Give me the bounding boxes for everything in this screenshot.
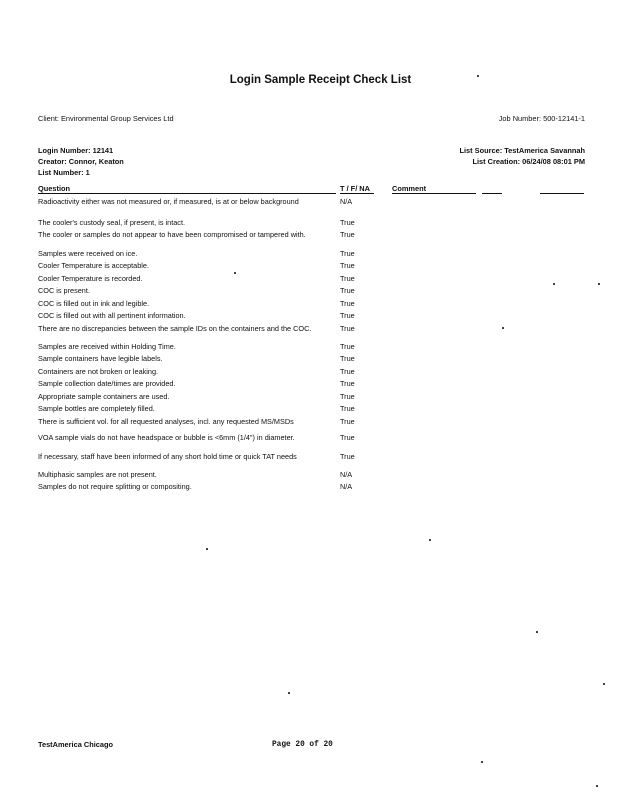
scan-speck: [234, 272, 236, 274]
table-row: [38, 287, 598, 300]
row-answer: N/A: [340, 482, 353, 491]
scan-speck: [429, 539, 431, 541]
row-question: Sample bottles are completely filled.: [38, 404, 155, 413]
row-question: The cooler or samples do not appear to have been compromised or tampered with.: [38, 230, 306, 239]
scan-speck: [603, 683, 605, 685]
row-answer: True: [340, 341, 355, 351]
table-row: [38, 355, 598, 368]
row-question: Containers are not broken or leaking.: [38, 366, 159, 376]
header-underline-tfna: [340, 193, 374, 194]
table-row: [38, 434, 598, 453]
row-question: The cooler's custody seal, if present, is intact.: [38, 218, 185, 227]
job-number: Job Number: 500-12141-1: [498, 114, 585, 123]
header-comment: Comment: [392, 184, 427, 193]
scan-speck: [481, 761, 483, 763]
row-question: COC is filled out in ink and legible.: [38, 298, 150, 308]
row-question: COC is present.: [38, 286, 90, 295]
row-answer: True: [340, 218, 355, 227]
row-question: If necessary, staff have been informed of any short hold time or quick TAT needs: [38, 451, 297, 461]
table-row: [38, 380, 598, 393]
row-answer: True: [340, 366, 355, 376]
row-question: Samples were received on ice.: [38, 249, 138, 258]
row-answer: N/A: [340, 469, 353, 479]
row-answer: True: [340, 391, 355, 401]
table-row: [38, 418, 598, 434]
row-answer: True: [340, 451, 355, 461]
footer-company: TestAmerica Chicago: [38, 740, 114, 749]
row-question: VOA sample vials do not have headspace or bubble is <6mm (1/4") in diameter.: [38, 432, 295, 442]
row-answer: True: [340, 432, 355, 442]
row-answer: True: [340, 404, 355, 413]
table-row: [38, 312, 598, 325]
row-question: There are no discrepancies between the sample IDs on the containers and the COC.: [38, 323, 312, 333]
scan-speck: [502, 327, 504, 329]
row-answer: N/A: [340, 197, 353, 206]
header-question: Question: [38, 184, 71, 193]
row-answer: True: [340, 230, 355, 239]
row-answer: True: [340, 354, 355, 363]
row-question: Radioactivity either was not measured or, if measured, is at or below background: [38, 197, 299, 206]
header-tfna: T / F/ NA: [340, 184, 370, 193]
row-question: Sample containers have legible labels.: [38, 354, 163, 363]
checklist-table: [38, 198, 598, 496]
row-question: Appropriate sample containers are used.: [38, 391, 170, 401]
row-question: Cooler Temperature is recorded.: [38, 273, 143, 283]
scan-speck: [553, 283, 555, 285]
header-underline-segment: [482, 193, 502, 194]
row-answer: True: [340, 311, 355, 320]
row-answer: True: [340, 286, 355, 295]
row-answer: True: [340, 273, 355, 283]
row-question: COC is filled out with all pertinent information.: [38, 311, 186, 320]
creator: Creator: Connor, Keaton: [38, 157, 124, 166]
row-answer: True: [340, 261, 355, 270]
table-row: [38, 275, 598, 288]
scan-speck: [596, 785, 598, 787]
scan-speck: [598, 283, 600, 285]
table-row: [38, 262, 598, 275]
row-answer: True: [340, 323, 355, 333]
row-question: Multiphasic samples are not present.: [38, 469, 157, 479]
page-title: Login Sample Receipt Check List: [229, 74, 412, 86]
table-row: [38, 483, 598, 496]
header-underline-question: [38, 193, 336, 194]
list-creation: List Creation: 06/24/08 08:01 PM: [472, 157, 585, 166]
table-row: [38, 231, 598, 250]
footer-page-number: Page 20 of 20: [272, 741, 333, 749]
table-row: [38, 325, 598, 343]
header-underline-comment: [392, 193, 476, 194]
row-answer: True: [340, 298, 355, 308]
row-question: Samples do not require splitting or compositing.: [38, 482, 192, 491]
client-name: Client: Environmental Group Services Ltd: [38, 114, 174, 123]
row-answer: True: [340, 379, 355, 388]
row-question: Cooler Temperature is acceptable.: [38, 261, 149, 270]
scan-speck: [477, 75, 479, 77]
row-question: Sample collection date/times are provided.: [38, 379, 176, 388]
scan-speck: [288, 692, 290, 694]
table-row: [38, 405, 598, 418]
row-question: Samples are received within Holding Time.: [38, 341, 176, 351]
row-answer: True: [340, 416, 355, 426]
list-number: List Number: 1: [38, 168, 90, 177]
header-underline-segment: [540, 193, 584, 194]
scan-speck: [536, 631, 538, 633]
row-question: There is sufficient vol. for all requested analyses, incl. any requested MS/MSDs: [38, 416, 294, 426]
scan-speck: [206, 548, 208, 550]
table-row: [38, 453, 598, 471]
list-source: List Source: TestAmerica Savannah: [459, 146, 585, 155]
login-number: Login Number: 12141: [38, 146, 114, 155]
row-answer: True: [340, 249, 355, 258]
table-row: [38, 198, 598, 219]
